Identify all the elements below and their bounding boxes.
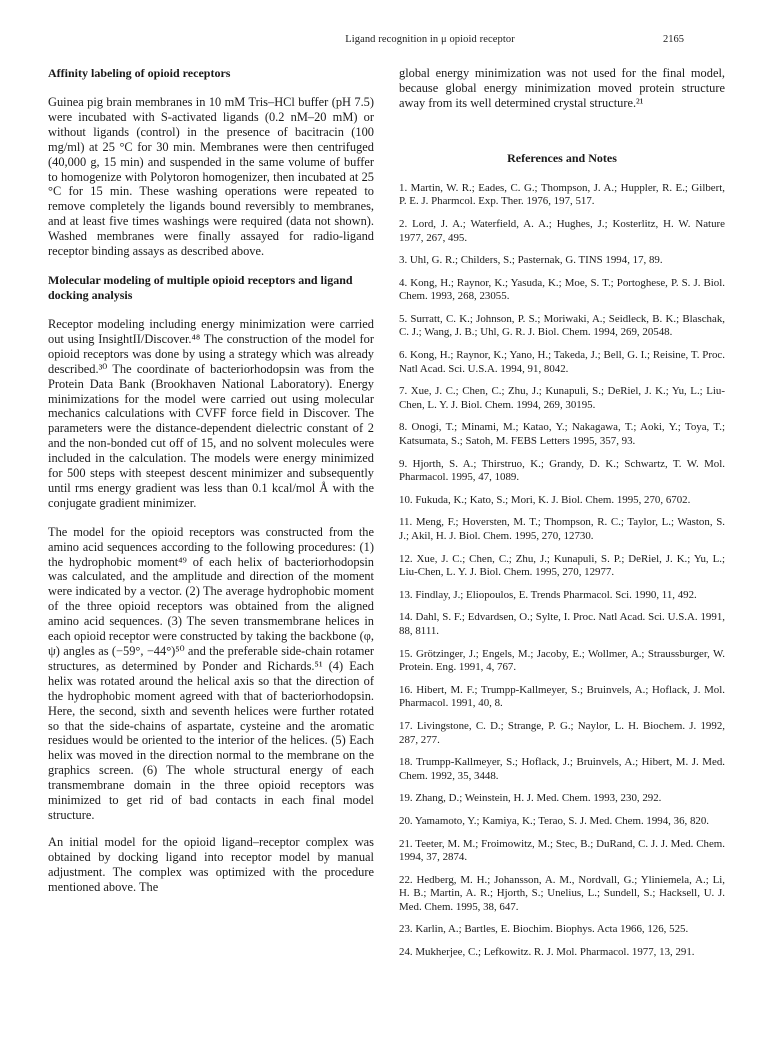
- reference-item: 3. Uhl, G. R.; Childers, S.; Pasternak, G. TINS 1994, 17, 89.: [399, 254, 663, 267]
- paragraph-affinity-labeling: Guinea pig brain membranes in 10 mM Tris–HCl buffer (pH 7.5) were incubated with S-activated ligands (0.2 nM–20 mM) or without ligands (control) in the presence of bacitracin (100 mg/ml) at 25 °C for 30 min. Membranes were then centrifuged (40,000 g, 15 min) and suspended in the same volume of buffer to homogenize with Polytoron homogenizer, then incubated at 25 °C for 15 min. These washing operations were repeated to remove completely the ligands bound reversibly to membranes, and at least five times washings were required (data not shown). Washed membranes were finally assayed for radio-ligand receptor binding assays as described above.: [48, 95, 374, 259]
- reference-item: 20. Yamamoto, Y.; Kamiya, K.; Terao, S. J. Med. Chem. 1994, 36, 820.: [399, 814, 710, 827]
- reference-list: [399, 182, 725, 960]
- left-column: [48, 66, 374, 895]
- references-heading: References and Notes: [507, 150, 617, 165]
- reference-item: 12. Xue, J. C.; Chen, C.; Zhu, J.; Kunapuli, S. P.; DeRiel, J. K.; Yu, L.; Liu-Chen, L. Y. J. Biol. Chem. 1995, 270, 12977.: [399, 552, 725, 579]
- paragraph-receptor-modeling: Receptor modeling including energy minimization were carried out using InsightII/Discover.⁴⁸ The construction of the model for opioid receptors was done by using a strategy which was already described.³⁰ The coordinate of bacteriorhodopsin was from the Protein Data Bank (Brookhaven National Laboratory). Energy minimizations for the model were carried out using molecular mechanics calculations with CVFF force field in Discover. The parameters were the distance-dependent dielectric constant of 2 and the non-bonded cut off of 15, and no solvent molecules were included in the calculation. The models were energy minimized for 500 steps with steepest descent minimizer and subsequently until rms energy gradient was less than 0.1 kcal/mol Å with the conjugate gradient minimizer.: [48, 316, 374, 510]
- reference-item: 10. Fukuda, K.; Kato, S.; Mori, K. J. Biol. Chem. 1995, 270, 6702.: [399, 493, 691, 506]
- reference-item: 2. Lord, J. A.; Waterfield, A. A.; Hughes, J.; Kosterlitz, H. W. Nature 1977, 267, 495.: [399, 217, 725, 244]
- reference-item: 18. Trumpp-Kallmeyer, S.; Hoflack, J.; Bruinvels, A.; Hibert, M. J. Med. Chem. 1992, 35, 3448.: [399, 756, 725, 782]
- reference-item: 17. Livingstone, C. D.; Strange, P. G.; Naylor, L. H. Biochem. J. 1992, 287, 277.: [399, 719, 725, 746]
- reference-item: 22. Hedberg, M. H.; Johansson, A. M., Nordvall, G.; Yliniemela, A.; Li, H. B.; Martin, A. R.; Hjorth, S.; Unelius, L.; Sundell, S.; Hacksell, U. J. Med. Chem. 1995, 38, 647.: [399, 873, 725, 913]
- reference-item: 1. Martin, W. R.; Eades, C. G.; Thompson, J. A.; Huppler, R. E.; Gilbert, P. E. J. Pharmcol. Exp. Ther. 1976, 197, 517.: [399, 181, 725, 208]
- paragraph-model-construction: The model for the opioid receptors was constructed from the amino acid sequences according to the following procedures: (1) the hydrophobic moment⁴⁹ of each helix of bacteriorhodopsin was calculated, and the amplitude and direction of the moment were indicated by a vector. (2) The average hydrophobic moment of the three opioid receptors was obtained from the aligned amino acid sequences. (3) The seven transmembrane helices in each opioid receptor were constructed by taking the backbone (φ, ψ) angles as (−59°, −44°)⁵⁰ and the preferable side-chain rotamer structures, as determined by Ponder and Richards.⁵¹ (4) Each helix was rotated around the helical axis so that the direction of the hydrophobic moment agreed with that of bacteriorhodopsin. Here, the second, sixth and seventh helices were further rotated so that the side-chains of aspartate, cysteine and the aromatic residues would be oriented to the interior of the helices. (5) Each helix was moved in the direction normal to the membrane on the graphics screen. (6) The whole structural energy of each transmembrane domain in the three opioid receptors was minimized to get rid of bad contacts in each final model structure.: [48, 524, 374, 822]
- reference-item: 6. Kong, H.; Raynor, K.; Yano, H.; Takeda, J.; Bell, G. I.; Reisine, T. Proc. Natl Acad. Sci. U.S.A. 1994, 91, 8042.: [399, 349, 725, 375]
- section-heading-affinity-labeling: Affinity labeling of opioid receptors: [48, 66, 231, 80]
- reference-item: 11. Meng, F.; Hoversten, M. T.; Thompson, R. C.; Taylor, L.; Waston, S. J.; Akil, H. J. Biol. Chem. 1995, 270, 12730.: [399, 516, 725, 542]
- reference-item: 23. Karlin, A.; Bartles, E. Biochim. Biophys. Acta 1966, 126, 525.: [399, 923, 689, 936]
- reference-item: 5. Surratt, C. K.; Johnson, P. S.; Moriwaki, A.; Seidleck, B. K.; Blaschak, C. J.; Wang, J. B.; Uhl, G. R. J. Biol. Chem. 1994, 269, 20548.: [399, 312, 725, 339]
- paragraph-initial-model-continued: global energy minimization was not used for the final model, because global energy minimization moved protein structure away from its well determined crystal structure.²¹: [399, 66, 725, 110]
- reference-item: 9. Hjorth, S. A.; Thirstruo, K.; Grandy, D. K.; Schwartz, T. W. Mol. Pharmacol. 1995, 47, 1089.: [399, 457, 725, 484]
- section-heading-molecular-modeling: Molecular modeling of multiple opioid receptors and ligand docking analysis: [48, 272, 353, 302]
- right-column: [399, 66, 725, 969]
- reference-item: 19. Zhang, D.; Weinstein, H. J. Med. Chem. 1993, 230, 292.: [399, 792, 662, 805]
- reference-item: 4. Kong, H.; Raynor, K.; Yasuda, K.; Moe, S. T.; Portoghese, P. S. J. Biol. Chem. 1993, 268, 23055.: [399, 276, 725, 303]
- reference-item: 14. Dahl, S. F.; Edvardsen, O.; Sylte, I. Proc. Natl Acad. Sci. U.S.A. 1991, 88, 8111.: [399, 611, 725, 637]
- reference-item: 7. Xue, J. C.; Chen, C.; Zhu, J.; Kunapuli, S.; DeRiel, J. K.; Yu, L.; Liu-Chen, L. Y. J. Biol. Chem. 1994, 269, 30195.: [399, 385, 725, 411]
- reference-item: 15. Grötzinger, J.; Engels, M.; Jacoby, E.; Wollmer, A.; Straussburger, W. Protein. Eng. 1991, 4, 767.: [399, 647, 725, 674]
- reference-item: 13. Findlay, J.; Eliopoulos, E. Trends Pharmacol. Sci. 1990, 11, 492.: [399, 588, 697, 601]
- reference-item: 8. Onogi, T.; Minami, M.; Katao, Y.; Nakagawa, T.; Aoki, Y.; Toya, T.; Katsumata, S.; Satoh, M. FEBS Letters 1995, 357, 93.: [399, 421, 725, 448]
- reference-item: 24. Mukherjee, C.; Lefkowitz. R. J. Mol. Pharmacol. 1977, 13, 291.: [399, 946, 695, 959]
- paragraph-initial-model: An initial model for the opioid ligand–receptor complex was obtained by docking ligand into receptor model by manual adjustment. The complex was optimized with the procedure mentioned above. The: [48, 834, 374, 894]
- reference-item: 16. Hibert, M. F.; Trumpp-Kallmeyer, S.; Bruinvels, A.; Hoflack, J. Mol. Pharmacol. 1991, 40, 8.: [399, 683, 725, 710]
- running-title: Ligand recognition in μ opioid receptor: [345, 34, 515, 45]
- reference-item: 21. Teeter, M. M.; Froimowitz, M.; Stec, B.; DuRand, C. J. J. Med. Chem. 1994, 37, 2874.: [399, 837, 725, 864]
- page-number: 2165: [663, 34, 684, 45]
